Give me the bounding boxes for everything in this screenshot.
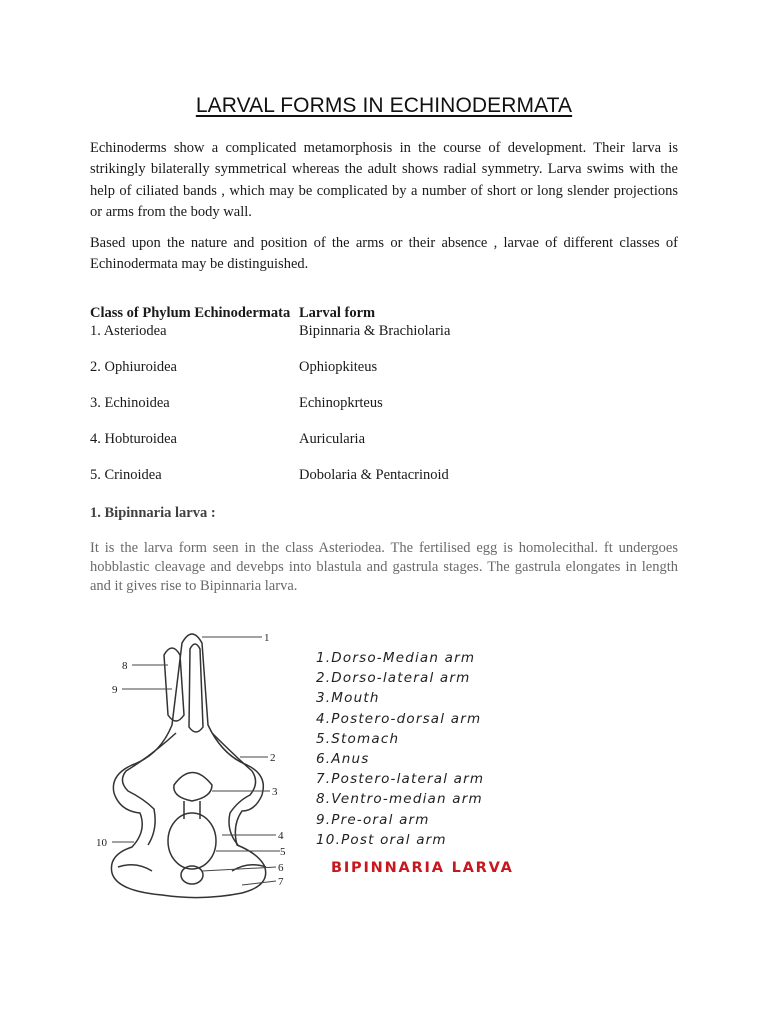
larval-form-cell: Dobolaria & Pentacrinoid [299, 467, 449, 483]
class-cell: 5. Crinoidea [90, 467, 162, 483]
legend-item: 4.Postero-dorsal arm [316, 710, 482, 727]
lower-lobe-left [118, 865, 152, 871]
class-cell: 1. Asteriodea [90, 323, 167, 339]
legend-item: 9.Pre-oral arm [316, 811, 430, 828]
class-cell: 2. Ophiuroidea [90, 359, 177, 375]
class-cell: 4. Hobturoidea [90, 431, 177, 447]
classification-paragraph: Based upon the nature and position of the arms or their absence , larvae of different classes of Echinodermata may be distinguished. [90, 235, 678, 273]
legend-item: 3.Mouth [316, 690, 380, 707]
bipinnaria-description: It is the larva form seen in the class Asteriodea. The fertilised egg is homolecithal. ft undergoes hobblastic cleavage and devebps into blastula and gastrula stages. The gastrula elongates in length and it gives rise to Bipinnaria larva. [90, 540, 678, 594]
larval-form-cell: Bipinnaria & Brachiolaria [299, 323, 451, 339]
legend-item: 1.Dorso-Median arm [316, 650, 476, 666]
ciliated-band-left [122, 733, 176, 845]
larval-form-cell: Auricularia [299, 431, 366, 447]
figure-label-4: 4 [278, 830, 284, 842]
larval-form-cell: Ophiopkiteus [299, 359, 378, 375]
legend-item: 8.Ventro-median arm [316, 791, 483, 808]
figure-label-8: 8 [122, 660, 128, 672]
dorso-median-arm [189, 644, 203, 732]
bipinnaria-diagram [92, 615, 302, 905]
document-title: LARVAL FORMS IN ECHINODERMATA [195, 94, 573, 117]
stomach [168, 813, 216, 869]
figure-label-5: 5 [280, 846, 286, 858]
legend-item: 6.Anus [316, 751, 370, 768]
ciliated-band-right [212, 733, 256, 845]
figure-label-7: 7 [278, 876, 284, 888]
header-class: Class of Phylum Echinodermata [90, 305, 291, 321]
figure-legend [316, 648, 484, 850]
figure-label-6: 6 [278, 862, 284, 874]
legend-item: 10.Post oral arm [316, 831, 447, 848]
figure-label-3: 3 [272, 786, 278, 798]
oesophagus [184, 801, 200, 819]
header-larval-form: Larval form [299, 305, 376, 321]
legend-item: 7.Postero-lateral arm [316, 771, 485, 788]
class-cell: 3. Echinoidea [90, 395, 170, 411]
figure-label-1: 1 [264, 632, 270, 644]
intro-paragraph: Echinoderms show a complicated metamorphosis in the course of development. Their larva is strikingly bilaterally symmetrical whereas the adult shows radial symmetry. Larva swims with the help of ciliated bands , which may be complicated by a number of short or long slender projections or arms from the body wall. [90, 140, 678, 220]
mouth [174, 773, 212, 802]
section-heading: 1. Bipinnaria larva : [90, 505, 216, 521]
larval-form-cell: Echinopkrteus [299, 395, 383, 411]
figure-label-9: 9 [112, 684, 118, 696]
legend-item: 5.Stomach [316, 730, 400, 747]
legend-item: 2.Dorso-lateral arm [316, 670, 471, 687]
figure-label-10: 10 [96, 837, 107, 849]
figure-label-2: 2 [270, 752, 276, 764]
figure-caption: BIPINNARIA LARVA [331, 860, 514, 876]
